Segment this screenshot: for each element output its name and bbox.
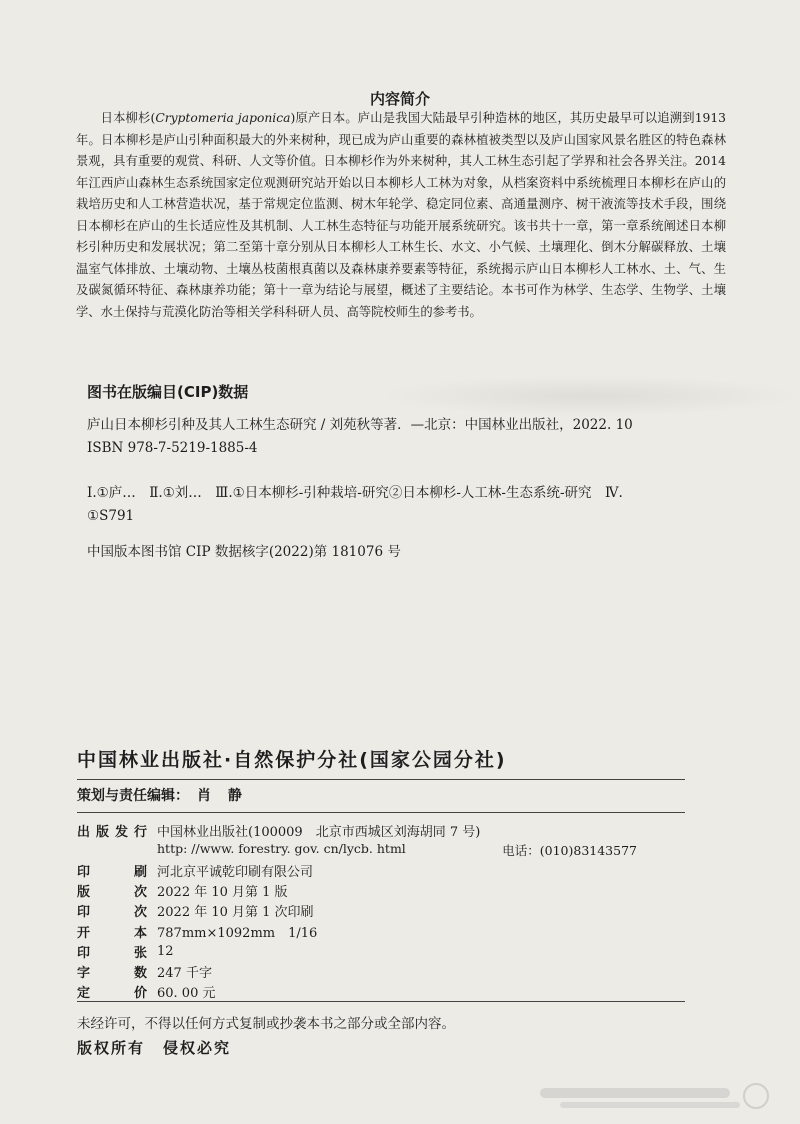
cip-verification: 中国版本图书馆 CIP 数据核字(2022)第 181076 号: [87, 544, 401, 560]
info-label: 开本: [77, 925, 147, 941]
summary-body: [76, 108, 726, 323]
info-value: 12: [157, 943, 174, 959]
divider: [77, 779, 685, 780]
publisher-banner: 中国林业出版社·自然保护分社(国家公园分社): [77, 749, 507, 771]
info-value: 河北京平诚乾印刷有限公司: [157, 864, 314, 880]
rights-reserved: 版权所有: [77, 1039, 146, 1057]
summary-text-b: )原产日本。庐山是我国大陆最早引种造林的地区，其历史最早可以追溯到1913年。日本柳杉是庐山引种面积最大的外来树种，现已成为庐山重要的森林植被类型以及庐山国家风景名胜区的特色森林景观，具有重要的观赏、科研、人文等价值。日本柳杉作为外来树种，其人工林生态引起了学界和社会各界关注。2014年江西庐山森林生态系统国家定位观测研究站开始以日本柳杉人工林为对象，从档案资料中系统梳理日本柳杉在庐山的栽培历史和人工林营造状况，基于常规定位监测、树木年轮学、稳定同位素、高通量测序、树干液流等技术手段，围绕日本柳杉在庐山的生长适应性及其机制、人工林生态特征与功能开展系统研究。该书共十一章，第一章系统阐述日本柳杉引种历史和发展状况；第二至第十章分别从日本柳杉人工林生长、水文、小气候、土壤理化、倒木分解碳释放、土壤温室气体排放、土壤动物、土壤丛枝菌根真菌以及森林康养要素等特征，系统揭示庐山日本柳杉人工林水、土、气、生及碳氮循环特征、森林康养功能；第十一章为结论与展望，概述了主要结论。本书可作为林学、生态学、生物学、土壤学、水土保持与荒漠化防治等相关学科科研人员、高等院校师生的参考书。: [76, 111, 727, 319]
info-row-publish: [77, 820, 677, 840]
info-label: 印张: [77, 945, 147, 961]
summary-title: 内容简介: [369, 90, 430, 108]
summary-paragraph: [76, 108, 726, 323]
latin-name: Cryptomeria japonica: [155, 111, 291, 125]
copyright-notice: 未经许可，不得以任何方式复制或抄袭本书之部分或全部内容。: [77, 1016, 455, 1032]
cip-heading: 图书在版编目(CIP)数据: [87, 383, 249, 401]
cip-class-number: ①S791: [87, 508, 135, 524]
info-row-format: [77, 921, 677, 941]
editor-line: [77, 785, 248, 805]
cip-record: [87, 414, 767, 460]
publisher-phone: 电话：(010)83143577: [502, 843, 637, 859]
info-row-edition: [77, 881, 677, 901]
infringement-warning: 侵权必究: [163, 1039, 232, 1057]
publisher-logo-watermark: [520, 1080, 800, 1116]
info-row-contact: [77, 840, 677, 860]
contact-line: [157, 841, 677, 859]
info-value: 787mm×1092mm 1/16: [157, 925, 318, 941]
editor-label: 策划与责任编辑：: [77, 788, 189, 804]
divider: [77, 1001, 685, 1002]
faded-watermark: [380, 376, 800, 416]
summary-text-a: 日本柳杉(: [100, 111, 156, 125]
publisher-url: http: //www. forestry. gov. cn/lycb. html: [157, 841, 406, 857]
cip-isbn: ISBN 978-7-5219-1885-4: [87, 440, 258, 456]
info-row-price: [77, 982, 677, 1002]
cip-title-line: 庐山日本柳杉引种及其人工林生态研究 / 刘苑秋等著．—北京：中国林业出版社，2022. 10: [87, 417, 633, 433]
info-label: 印刷: [77, 864, 147, 880]
editor-name: 肖 静: [197, 788, 248, 804]
cip-classification: [87, 482, 767, 528]
info-value: 2022 年 10 月第 1 次印刷: [157, 905, 314, 921]
info-label: 出版发行: [77, 824, 147, 840]
info-row-words: [77, 961, 677, 981]
publication-info: [77, 820, 677, 1002]
info-row-sheets: [77, 941, 677, 961]
info-row-printing: [77, 901, 677, 921]
info-value: 247 千字: [157, 965, 212, 981]
info-value: 2022 年 10 月第 1 版: [157, 885, 288, 901]
info-label: 印次: [77, 905, 147, 921]
info-row-print: [77, 860, 677, 880]
divider: [77, 812, 685, 813]
info-value: 60. 00 元: [157, 986, 216, 1002]
rights-statement: [77, 1037, 231, 1058]
info-label: 字数: [77, 965, 147, 981]
info-value: 中国林业出版社(100009 北京市西城区刘海胡同 7 号): [157, 824, 481, 840]
info-label: 定价: [77, 986, 147, 1002]
cip-subject-line: Ⅰ.①庐… Ⅱ.①刘… Ⅲ.①日本柳杉-引种栽培-研究②日本柳杉-人工林-生态系统-研究 Ⅳ.: [87, 485, 623, 501]
info-label: 版次: [77, 885, 147, 901]
